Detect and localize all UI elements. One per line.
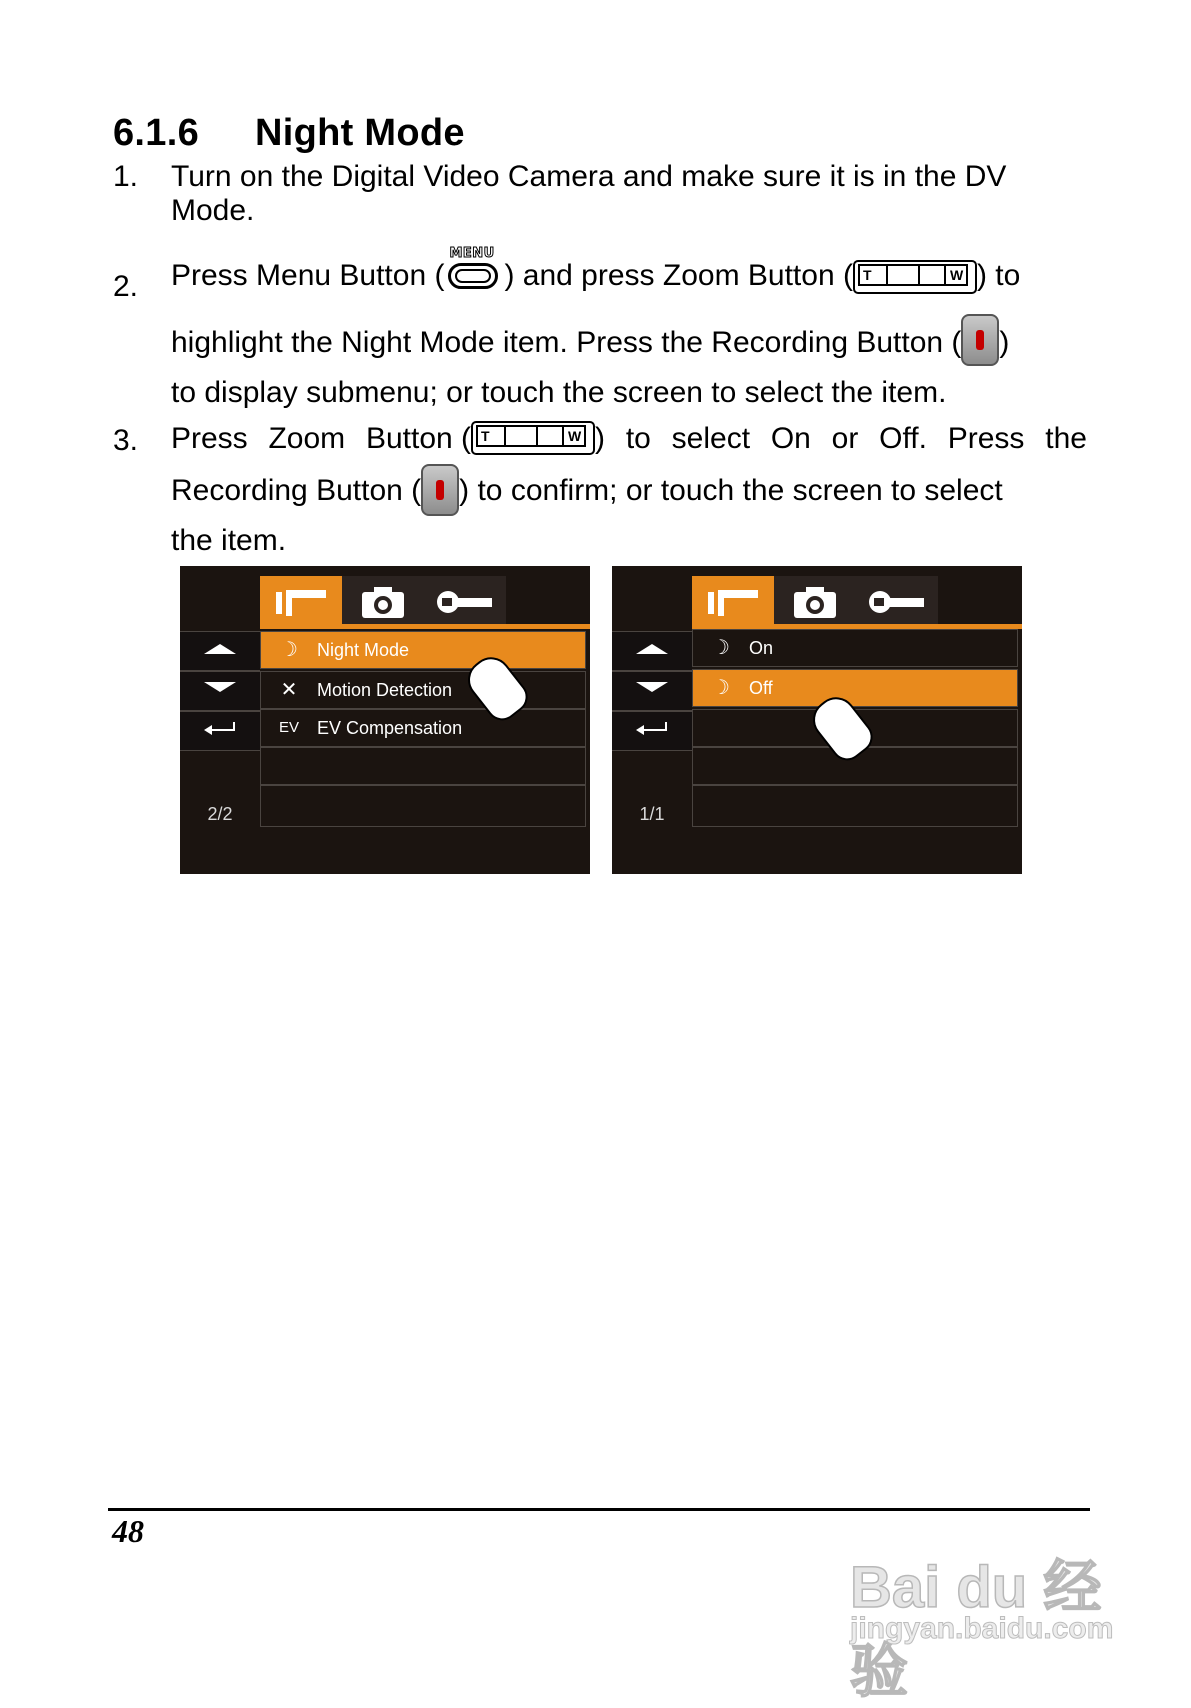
section-heading xyxy=(113,112,465,155)
step-text: Press Menu Button ( xyxy=(171,258,445,292)
step-text: highlight the Night Mode item. Press the Recording Button ( xyxy=(171,325,962,359)
menu-label: MENU xyxy=(449,246,495,261)
zoom-button-icon xyxy=(471,421,595,455)
camera-icon xyxy=(774,576,856,626)
menu-item-label: EV Compensation xyxy=(317,718,463,738)
step-word: On xyxy=(770,422,811,455)
section-title: Night Mode xyxy=(255,112,465,154)
zoom-w-label: W xyxy=(949,267,964,283)
step-number: 3. xyxy=(113,424,139,457)
watermark-url: jingyan.baidu.com xyxy=(850,1612,1114,1645)
step-word: Press xyxy=(947,422,1025,455)
step-text: Recording Button ( xyxy=(171,473,422,507)
tab-video[interactable] xyxy=(260,576,342,626)
step-word: to xyxy=(625,422,651,455)
footer-rule xyxy=(108,1508,1090,1511)
tab-camera[interactable] xyxy=(342,576,424,626)
step-text: Turn on the Digital Video Camera and make sure it is in the DV xyxy=(171,160,1007,193)
step-number: 1. xyxy=(113,160,139,193)
step-text: to display submenu; or touch the screen to select the item. xyxy=(171,376,947,409)
scroll-up-button[interactable] xyxy=(180,631,260,671)
video-mode-icon xyxy=(692,576,774,626)
option-off[interactable] xyxy=(692,669,1018,707)
option-label: On xyxy=(749,638,774,658)
night-mode-off-icon: ☽ xyxy=(280,639,298,661)
step-word: Off. xyxy=(879,422,927,455)
menu-item-empty xyxy=(260,785,586,827)
step-3-line-1: Press Zoom Button ( T W ) to select On or Off. Press the xyxy=(171,422,1087,457)
scroll-down-button[interactable] xyxy=(612,671,692,711)
step-word: select xyxy=(671,422,751,455)
page-indicator: 2/2 xyxy=(207,804,233,824)
night-off-icon: ☽ xyxy=(712,677,730,699)
menu-item-label: Night Mode xyxy=(317,640,410,660)
menu-item-ev-compensation[interactable] xyxy=(260,709,586,747)
step-text: the item. xyxy=(171,524,287,557)
step-word: Press xyxy=(171,422,248,455)
step-text: ) and press Zoom Button ( xyxy=(504,258,853,292)
zoom-w-label: W xyxy=(568,428,582,445)
back-button[interactable] xyxy=(612,711,692,751)
camera-screen-menu xyxy=(180,566,590,874)
step-number: 2. xyxy=(113,270,139,303)
step-word: the xyxy=(1045,422,1087,455)
step-word: Zoom xyxy=(268,422,346,455)
step-2-line-3 xyxy=(171,376,946,410)
menu-item-motion-detection[interactable] xyxy=(260,671,586,709)
step-text: Mode. xyxy=(171,194,255,227)
tab-settings[interactable] xyxy=(856,576,938,626)
arrow-down-icon xyxy=(632,678,672,698)
tab-camera[interactable] xyxy=(774,576,856,626)
step-text: ) to xyxy=(976,258,1021,292)
arrow-down-icon xyxy=(200,678,240,698)
zoom-t-label: T xyxy=(862,267,872,283)
camera-icon xyxy=(342,576,424,626)
arrow-up-icon xyxy=(200,638,240,658)
step-2-line-2 xyxy=(171,318,1009,370)
tab-settings[interactable] xyxy=(424,576,506,626)
page-number: 48 xyxy=(112,1513,144,1549)
section-number: 6.1.6 xyxy=(113,112,200,154)
wrench-icon xyxy=(424,576,506,626)
step-word: or xyxy=(831,422,859,455)
ev-icon: EV xyxy=(278,719,299,736)
arrow-up-icon xyxy=(632,638,672,658)
menu-item-empty xyxy=(260,747,586,785)
watermark xyxy=(850,1540,1130,1704)
return-icon xyxy=(632,718,672,738)
tab-video[interactable] xyxy=(692,576,774,626)
step-3-line-3 xyxy=(171,524,286,558)
step-2-line-1 xyxy=(171,246,1021,300)
motion-detection-off-icon: ✕ xyxy=(280,679,298,701)
camera-screen-submenu xyxy=(612,566,1022,874)
menu-button-icon xyxy=(444,246,504,292)
step-text: ) to confirm; or touch the screen to select xyxy=(459,473,1003,507)
step-word: Button xyxy=(365,422,453,455)
option-on[interactable] xyxy=(692,629,1018,667)
recording-button-icon xyxy=(961,314,999,366)
watermark-brand: Bai du 经验 xyxy=(850,1555,1102,1704)
option-label: Off xyxy=(749,678,773,698)
recording-button-icon xyxy=(421,464,459,516)
menu-item-night-mode[interactable] xyxy=(260,631,586,669)
zoom-t-label: T xyxy=(481,428,490,445)
video-mode-icon xyxy=(260,576,342,626)
option-empty xyxy=(692,785,1018,827)
step-text: ) xyxy=(999,325,1010,359)
wrench-icon xyxy=(856,576,938,626)
menu-item-label: Motion Detection xyxy=(317,680,453,700)
page-indicator: 1/1 xyxy=(639,804,665,824)
scroll-down-button[interactable] xyxy=(180,671,260,711)
back-button[interactable] xyxy=(180,711,260,751)
night-on-icon: ☽ xyxy=(712,637,730,659)
return-icon xyxy=(200,718,240,738)
zoom-button-icon xyxy=(853,260,977,294)
scroll-up-button[interactable] xyxy=(612,631,692,671)
step-3-line-2 xyxy=(171,466,1003,518)
